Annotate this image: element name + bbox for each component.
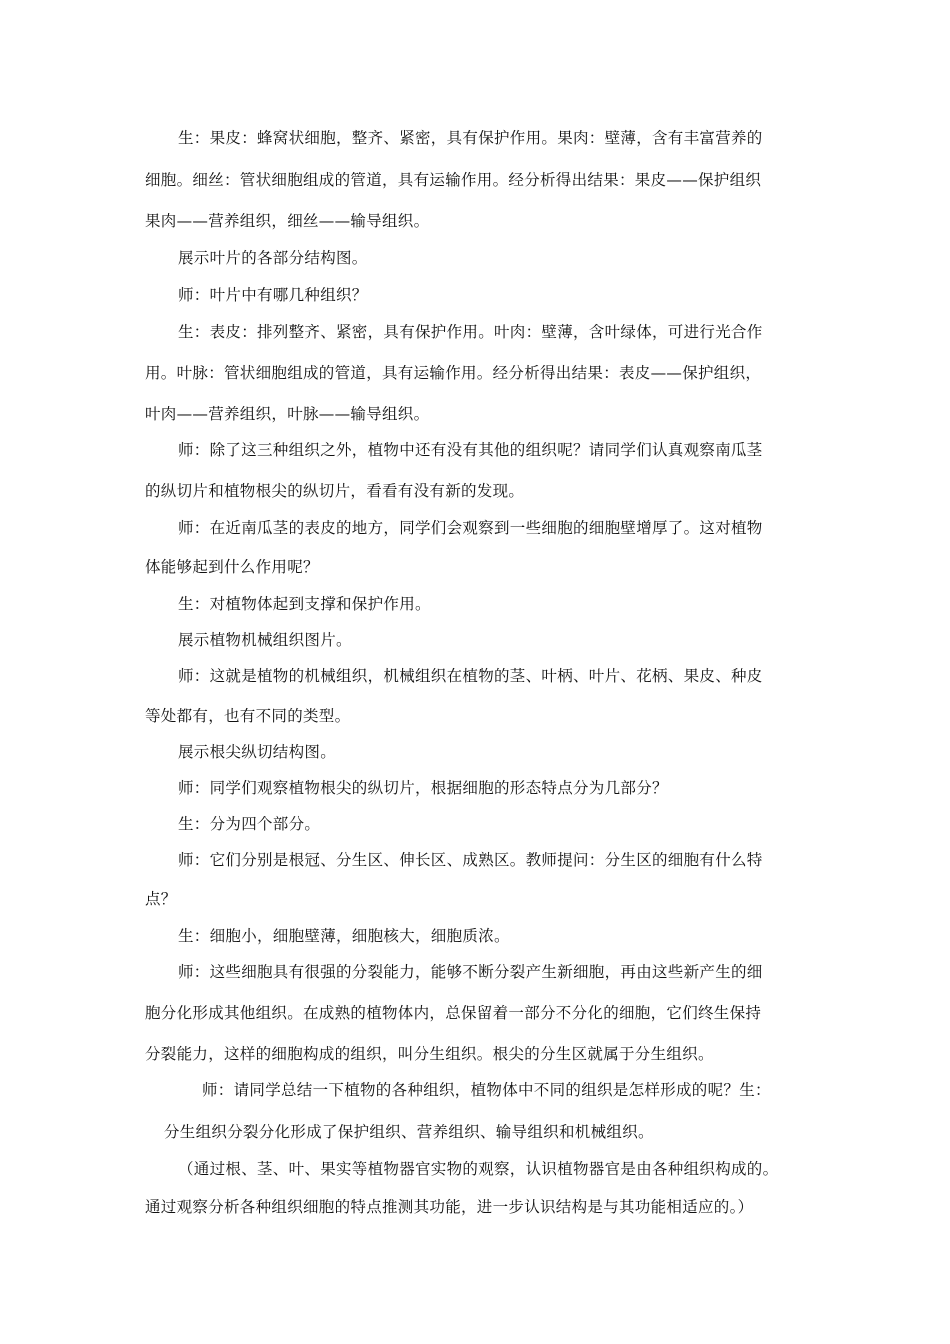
paragraph-line: 分生组织分裂分化形成了保护组织、营养组织、输导组织和机械组织。 bbox=[164, 1123, 654, 1141]
paragraph-line: 点？ bbox=[145, 890, 177, 908]
paragraph-line: 生：对植物体起到支撑和保护作用。 bbox=[178, 595, 431, 613]
paragraph-line: 师：叶片中有哪几种组织？ bbox=[178, 286, 368, 304]
paragraph-line: 展示植物机械组织图片。 bbox=[178, 631, 352, 649]
paragraph-line: 等处都有，也有不同的类型。 bbox=[145, 707, 351, 725]
paragraph-line: 的纵切片和植物根尖的纵切片，看看有没有新的发现。 bbox=[145, 482, 525, 500]
paragraph-line: 师：请同学总结一下植物的各种组织，植物体中不同的组织是怎样形成的呢？生： bbox=[202, 1081, 771, 1099]
paragraph-line: 果肉——营养组织，细丝——输导组织。 bbox=[145, 212, 430, 230]
paragraph-line: 细胞。细丝：管状细胞组成的管道，具有运输作用。经分析得出结果：果皮——保护组织 bbox=[145, 171, 762, 189]
paragraph-line: （通过根、茎、叶、果实等植物器官实物的观察，认识植物器官是由各种组织构成的。 bbox=[178, 1160, 779, 1178]
paragraph-line: 师：在近南瓜茎的表皮的地方，同学们会观察到一些细胞的细胞壁增厚了。这对植物 bbox=[178, 519, 763, 537]
paragraph-line: 师：除了这三种组织之外，植物中还有没有其他的组织呢？请同学们认真观察南瓜茎 bbox=[178, 441, 763, 459]
paragraph-line: 师：这就是植物的机械组织，机械组织在植物的茎、叶柄、叶片、花柄、果皮、种皮 bbox=[178, 667, 763, 685]
paragraph-line: 师：它们分别是根冠、分生区、伸长区、成熟区。教师提问：分生区的细胞有什么特 bbox=[178, 851, 763, 869]
paragraph-line: 叶肉——营养组织，叶脉——输导组织。 bbox=[145, 405, 430, 423]
paragraph-line: 生：果皮：蜂窝状细胞，整齐、紧密，具有保护作用。果肉：壁薄，含有丰富营养的 bbox=[178, 129, 763, 147]
paragraph-line: 师：同学们观察植物根尖的纵切片，根据细胞的形态特点分为几部分？ bbox=[178, 779, 668, 797]
paragraph-line: 生：细胞小，细胞壁薄，细胞核大，细胞质浓。 bbox=[178, 927, 510, 945]
paragraph-line: 通过观察分析各种组织细胞的特点推测其功能，进一步认识结构是与其功能相适应的。） bbox=[145, 1198, 754, 1216]
paragraph-line: 展示根尖纵切结构图。 bbox=[178, 743, 337, 761]
paragraph-line: 用。叶脉：管状细胞组成的管道，具有运输作用。经分析得出结果：表皮——保护组织， bbox=[145, 364, 762, 382]
paragraph-line: 展示叶片的各部分结构图。 bbox=[178, 249, 368, 267]
paragraph-line: 胞分化形成其他组织。在成熟的植物体内，总保留着一部分不分化的细胞，它们终生保持 bbox=[145, 1004, 762, 1022]
paragraph-line: 体能够起到什么作用呢？ bbox=[145, 558, 319, 576]
paragraph-line: 师：这些细胞具有很强的分裂能力，能够不断分裂产生新细胞，再由这些新产生的细 bbox=[178, 963, 763, 981]
paragraph-line: 生：分为四个部分。 bbox=[178, 815, 321, 833]
paragraph-line: 分裂能力，这样的细胞构成的组织，叫分生组织。根尖的分生区就属于分生组织。 bbox=[145, 1045, 714, 1063]
paragraph-line: 生：表皮：排列整齐、紧密，具有保护作用。叶肉：壁薄，含叶绿体，可进行光合作 bbox=[178, 323, 763, 341]
